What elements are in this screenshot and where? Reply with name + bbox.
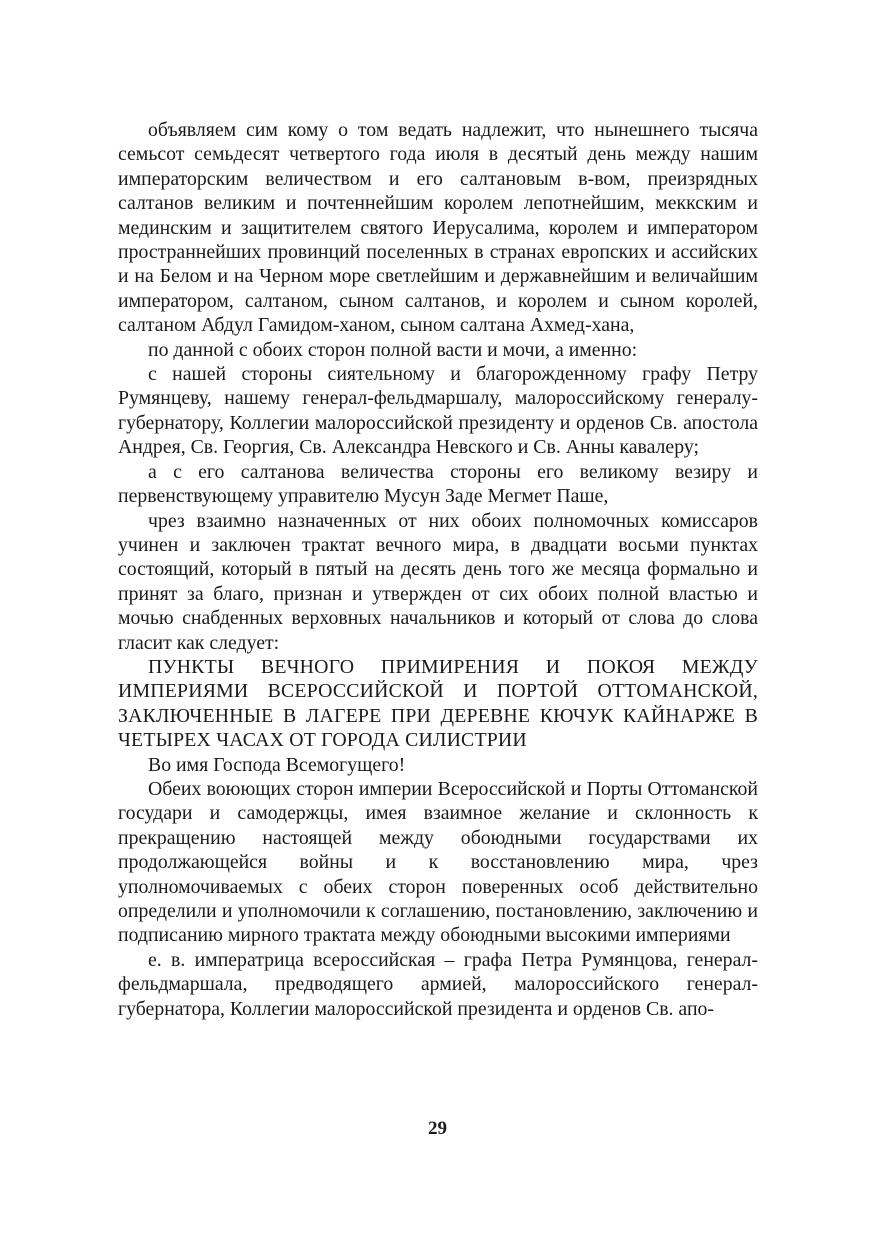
paragraph-6: Во имя Господа Всемогущего! — [148, 753, 406, 776]
paragraph-1: объявляем сим кому о том ведать надлежит, что нынешнего тысяча семьсот семьдесят четвертого года июля в десятый день между нашим императорским величеством и его салтановым в-вом, преизрядных салтанов великим и почтеннейшим королем лепотнейшим, меккским и мединским и защитителем святого Иерусалима, королем и императором пространнейших провинций поселенных в странах европских и ассийских и на Белом и на Черном море светлейшим и державнейшим и величайшим императором, салтаном, сыном салтанов, и королем и сыном королей, салтаном Абдул Гамидом-ханом, сыном салтана Ахмед-хана, — [118, 119, 758, 337]
paragraph-2: по данной с обоих сторон полной васти и мочи, а именно: — [148, 338, 638, 361]
paragraph-5: чрез взаимно назначенных от них обоих полномочных комиссаров учинен и заключен трактат вечного мира, в двадцати восьми пунктах состоящий, который в пятый на десять день того же месяца формально и принят за благо, признан и утвержден от сих обоих полной властью и мочью снабденных верховных начальников и который от слова до слова гласит как следует: — [118, 509, 758, 654]
paragraph-3: с нашей стороны сиятельному и благорожденному графу Петру Румянцеву, нашему генерал-фельдмаршалу, малороссийскому генералу-губернатору, Коллегии малороссийской президенту и орденов Св. апостола Андрея, Св. Георгия, Св. Александра Невского и Св. Анны кавалеру; — [118, 363, 758, 459]
paragraph-4: а с его салтанова величества стороны его великому везиру и первенствующему управителю Мусун Заде Мегмет Паше, — [118, 460, 758, 508]
body-text — [118, 118, 758, 1021]
treaty-heading: ПУНКТЫ ВЕЧНОГО ПРИМИРЕНИЯ И ПОКОЯ МЕЖДУ ИМПЕРИЯМИ ВСЕРОССИЙСКОЙ И ПОРТОЙ ОТТОМАНСКОЙ, ЗАКЛЮЧЕННЫЕ В ЛАГЕРЕ ПРИ ДЕРЕВНЕ КЮЧУК КАЙНАРЖЕ В ЧЕТЫРЕХ ЧАСАХ ОТ ГОРОДА СИЛИСТРИИ — [118, 655, 758, 752]
page-number: 29 — [428, 1118, 447, 1139]
paragraph-7: Обеих воюющих сторон империи Всероссийской и Порты Оттоманской государи и самодержцы, имея взаимное желание и склонность к прекращению настоящей между обоюдными государствами их продолжающейся войны и к восстановлению мира, чрез уполномочиваемых с обеих сторон поверенных особ действительно определили и уполномочили к соглашению, постановлению, заключению и подписанию мирного трактата между обоюдными высокими империями — [118, 777, 758, 947]
paragraph-8: е. в. императрица всероссийская – графа Петра Румянцова, генерал-фельдмаршала, предводящего армией, малороссийского генерал-губернатора, Коллегии малороссийской президента и орденов Св. апо- — [118, 948, 758, 1020]
